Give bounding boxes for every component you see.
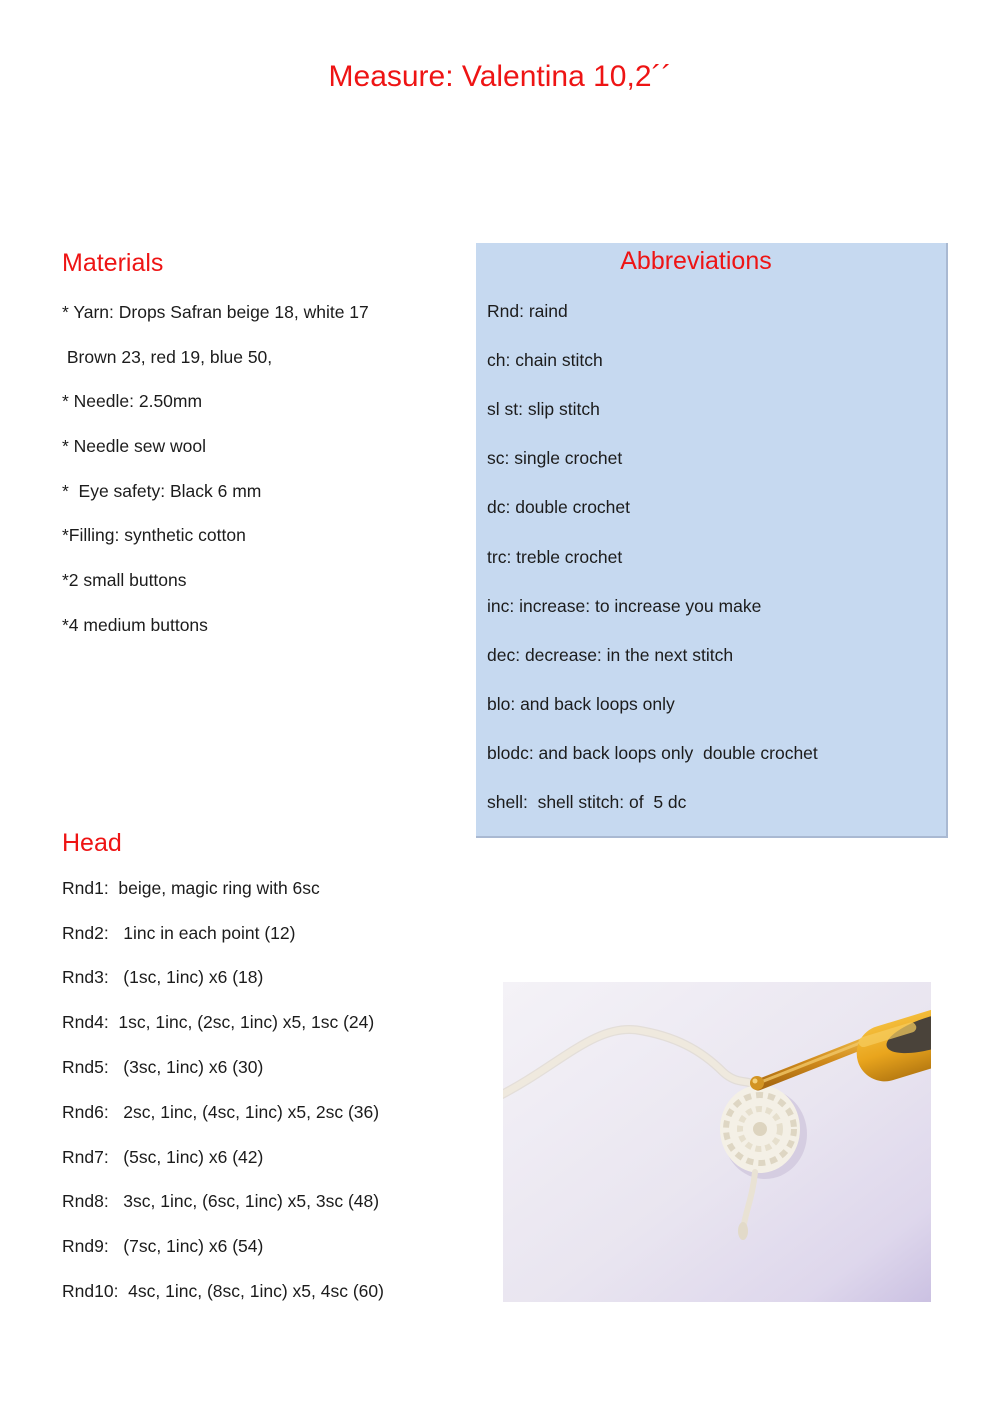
abbreviations-heading: Abbreviations	[620, 247, 772, 275]
abbreviation-item: sl st: slip stitch	[487, 399, 600, 420]
hook-tip-highlight	[753, 1079, 758, 1084]
page-title: Measure: Valentina 10,2´´	[328, 60, 672, 93]
abbreviation-item: trc: treble crochet	[487, 546, 623, 567]
hook-tip	[750, 1076, 764, 1090]
head-heading: Head	[62, 829, 122, 857]
head-round: Rnd5: (3sc, 1inc) x6 (30)	[62, 1057, 264, 1078]
disc-center-hole	[753, 1122, 767, 1136]
materials-item: * Needle: 2.50mm	[62, 391, 203, 412]
abbreviation-item: inc: increase: to increase you make	[487, 595, 762, 616]
abbreviation-item: dc: double crochet	[487, 497, 631, 518]
materials-item: * Needle sew wool	[62, 435, 206, 456]
head-round: Rnd9: (7sc, 1inc) x6 (54)	[62, 1236, 264, 1257]
materials-list	[62, 290, 369, 648]
materials-item: *4 medium buttons	[62, 614, 208, 635]
crochet-magic-ring-photo	[503, 982, 931, 1302]
abbreviation-item: dec: decrease: in the next stitch	[487, 644, 734, 665]
head-round: Rnd1: beige, magic ring with 6sc	[62, 877, 320, 898]
materials-item: * Yarn: Drops Safran beige 18, white 17	[62, 301, 369, 322]
head-round: Rnd7: (5sc, 1inc) x6 (42)	[62, 1146, 264, 1167]
materials-item: *Filling: synthetic cotton	[62, 525, 246, 546]
abbreviation-item: sc: single crochet	[487, 448, 623, 469]
materials-heading: Materials	[62, 249, 164, 277]
head-round: Rnd10: 4sc, 1inc, (8sc, 1inc) x5, 4sc (60)	[62, 1281, 384, 1302]
abbreviation-item: shell: shell stitch: of 5 dc	[487, 791, 687, 812]
crochet-photo-illustration	[503, 982, 931, 1302]
abbreviation-item: Rnd: raind	[487, 301, 568, 322]
head-round: Rnd4: 1sc, 1inc, (2sc, 1inc) x5, 1sc (24)	[62, 1012, 375, 1033]
head-round: Rnd8: 3sc, 1inc, (6sc, 1inc) x5, 3sc (48)	[62, 1191, 380, 1212]
head-round: Rnd2: 1inc in each point (12)	[62, 922, 296, 943]
materials-item: * Eye safety: Black 6 mm	[62, 480, 262, 501]
photo-background	[503, 982, 931, 1302]
abbreviation-item: blo: and back loops only	[487, 693, 675, 714]
abbreviation-item: ch: chain stitch	[487, 350, 603, 371]
abbreviations-panel	[476, 243, 948, 838]
head-rounds-list	[62, 866, 384, 1314]
materials-item: *2 small buttons	[62, 569, 187, 590]
yarn-tail-end	[738, 1222, 748, 1240]
abbreviations-list	[487, 287, 818, 827]
materials-item: Brown 23, red 19, blue 50,	[62, 346, 273, 367]
head-round: Rnd6: 2sc, 1inc, (4sc, 1inc) x5, 2sc (36)	[62, 1101, 380, 1122]
head-round: Rnd3: (1sc, 1inc) x6 (18)	[62, 967, 264, 988]
abbreviation-item: blodc: and back loops only double crochet	[487, 742, 818, 763]
